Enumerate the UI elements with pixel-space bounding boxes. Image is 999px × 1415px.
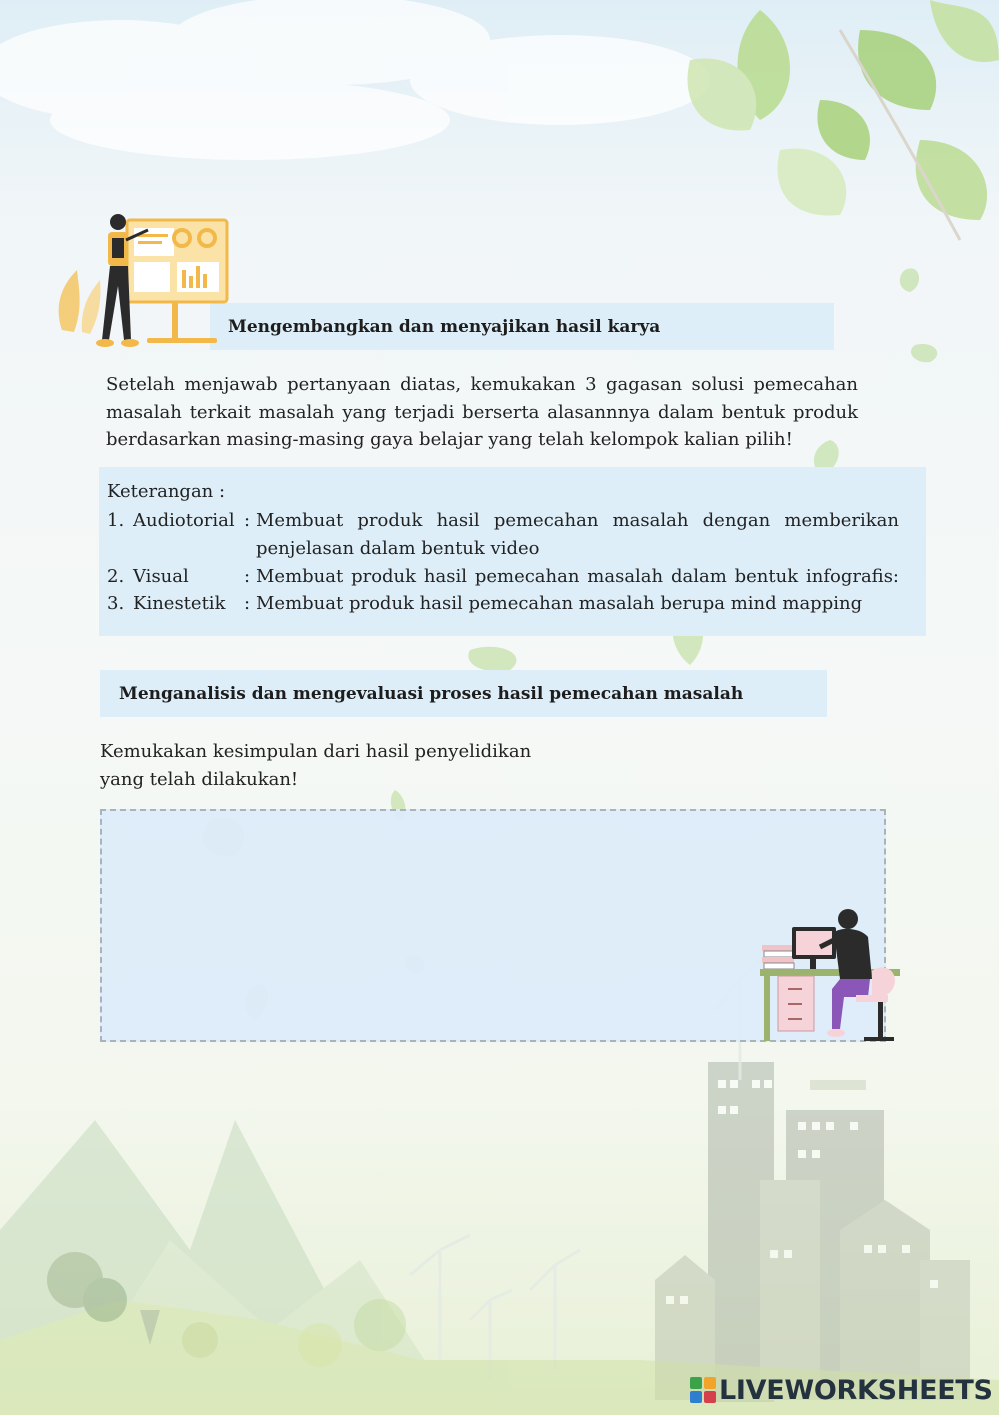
liveworksheets-brand [690, 1375, 993, 1405]
section-banner-develop-present [210, 303, 834, 350]
conclusion-answer-input[interactable] [110, 819, 754, 1033]
section-banner-analyze-evaluate [100, 670, 827, 717]
legend-item-name: Kinestetik [133, 593, 226, 614]
legend-box [99, 467, 926, 636]
leaves-top-right [688, 0, 999, 240]
develop-instruction-text: Setelah menjawab pertanyaan diatas, kemukakan 3 gagasan solusi pemecahan masalah terkait masalah yang terjadi berserta alasannnya dalam bentuk produk berdasarkan masing-masing gaya belajar yang telah kelompok kalian pilih! [106, 374, 858, 450]
student-at-desk-illustration [760, 909, 900, 1044]
legend-item-name: Visual [133, 566, 189, 587]
legend-title: Keterangan : [107, 481, 226, 502]
legend-item-number: 3. [107, 593, 125, 614]
liveworksheets-wordmark: LIVEWORKSHEETS [719, 1374, 993, 1406]
legend-item-visual [107, 563, 899, 591]
conclusion-prompt [100, 738, 540, 793]
conclusion-prompt-line-2: yang telah dilakukan! [100, 768, 299, 790]
legend-item-colon: : [244, 510, 251, 531]
legend-item-number: 2. [107, 566, 125, 587]
conclusion-answer-box[interactable] [100, 809, 886, 1042]
legend-item-number: 1. [107, 510, 125, 531]
conclusion-prompt-line-1: Kemukakan kesimpulan dari hasil penyelidikan [100, 741, 532, 762]
legend-item-kinestetik [107, 590, 899, 618]
city-buildings [655, 1062, 970, 1402]
section-title-analyze-evaluate: Menganalisis dan mengevaluasi proses hasil pemecahan masalah [119, 683, 744, 704]
legend-item-colon: : [244, 566, 251, 587]
legend-item-description: Membuat produk hasil pemecahan masalah dalam bentuk infografis: [256, 566, 899, 587]
legend-item-description: Membuat produk hasil pemecahan masalah berupa mind mapping [256, 593, 863, 614]
liveworksheets-logo-icon [690, 1377, 716, 1403]
legend-item-audiotorial [107, 507, 899, 562]
legend-item-colon: : [244, 593, 251, 614]
legend-item-description: Membuat produk hasil pemecahan masalah dengan memberikan penjelasan dalam bentuk video [256, 510, 899, 559]
legend-item-name: Audiotorial [133, 510, 235, 531]
clouds [0, 0, 710, 160]
presenter-illustration [52, 210, 230, 356]
section-title-develop-present: Mengembangkan dan menyajikan hasil karya [228, 316, 661, 337]
